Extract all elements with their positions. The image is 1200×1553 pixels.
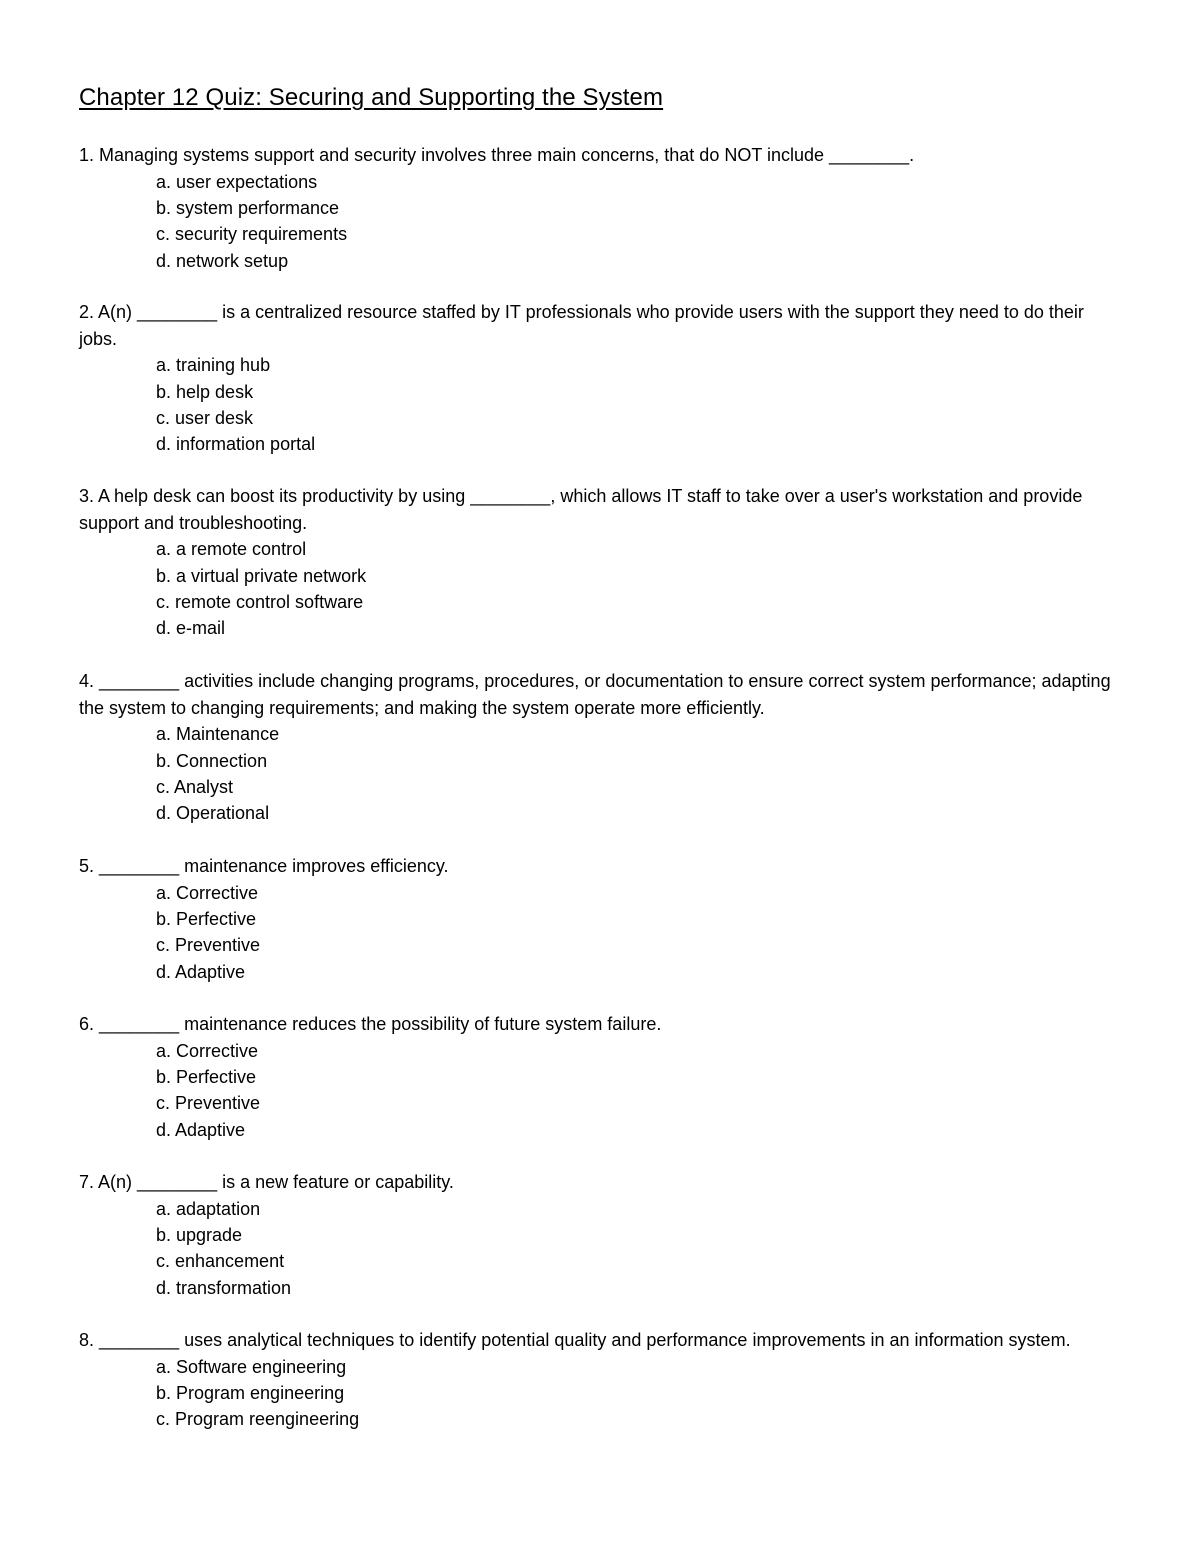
answer-option: b. Perfective — [156, 1067, 257, 1087]
question-7 — [79, 1169, 1119, 1301]
answer-option: d. e-mail — [156, 618, 226, 639]
answer-option: a. training hub — [156, 355, 271, 376]
answer-option: a. Corrective — [156, 1040, 259, 1061]
answer-option: b. upgrade — [156, 1225, 243, 1245]
question-text: 5. ________ maintenance improves efficiency. — [79, 856, 449, 876]
question-1 — [79, 142, 1119, 274]
answer-option: a. Corrective — [156, 882, 259, 903]
answer-options — [79, 169, 1119, 275]
answer-option: c. Analyst — [156, 777, 234, 797]
answer-option: d. transformation — [156, 1277, 292, 1298]
answer-options — [79, 1038, 1119, 1144]
question-text: 7. A(n) ________ is a new feature or capability. — [79, 1172, 454, 1192]
answer-option: d. network setup — [156, 250, 289, 271]
answer-option: c. security requirements — [156, 224, 348, 245]
answer-option: b. Program engineering — [156, 1383, 345, 1403]
question-text: 1. Managing systems support and security involves three main concerns, that do NOT include ________. — [79, 145, 915, 165]
answer-option: d. information portal — [156, 434, 316, 455]
answer-option: b. system performance — [156, 198, 340, 218]
answer-option: a. Software engineering — [156, 1356, 347, 1377]
answer-option: b. Connection — [156, 750, 268, 771]
answer-option: b. help desk — [156, 381, 254, 402]
question-text: 6. ________ maintenance reduces the possibility of future system failure. — [79, 1014, 662, 1034]
answer-option: a. user expectations — [156, 171, 318, 192]
question-2 — [79, 299, 1119, 458]
page-title: Chapter 12 Quiz: Securing and Supporting the System — [79, 84, 664, 111]
answer-options — [79, 1196, 1119, 1302]
question-text: 3. A help desk can boost its productivity by using ________, which allows IT staff to take over a user's workstation and provide support and troubleshooting. — [79, 486, 1083, 533]
answer-option: d. Operational — [156, 803, 270, 824]
answer-option: d. Adaptive — [156, 961, 246, 982]
answer-option: c. enhancement — [156, 1251, 285, 1272]
answer-option: c. Preventive — [156, 935, 261, 956]
answer-option: b. a virtual private network — [156, 565, 367, 586]
answer-options — [79, 880, 1119, 986]
answer-option: d. Adaptive — [156, 1119, 246, 1140]
answer-option: a. a remote control — [156, 539, 307, 560]
question-text: 2. A(n) ________ is a centralized resource staffed by IT professionals who provide users with the support they need to do their jobs. — [79, 302, 1084, 349]
answer-options — [79, 536, 1119, 642]
answer-option: c. remote control software — [156, 592, 364, 612]
question-4 — [79, 668, 1119, 827]
answer-option: a. Maintenance — [156, 724, 280, 745]
question-6 — [79, 1011, 1119, 1143]
answer-option: c. Preventive — [156, 1093, 261, 1114]
answer-options — [79, 1354, 1119, 1433]
answer-option: a. adaptation — [156, 1198, 261, 1219]
question-8 — [79, 1327, 1119, 1433]
question-3 — [79, 483, 1119, 642]
answer-options — [79, 721, 1119, 827]
answer-option: c. Program reengineering — [156, 1409, 360, 1430]
question-5 — [79, 853, 1119, 985]
answer-options — [79, 352, 1119, 458]
question-text: 4. ________ activities include changing programs, procedures, or documentation to ensure correct system performance; adapting the system to changing requirements; and making the system operate more efficiently. — [79, 671, 1111, 718]
answer-option: c. user desk — [156, 408, 254, 428]
question-text: 8. ________ uses analytical techniques to identify potential quality and performance improvements in an information system. — [79, 1330, 1071, 1350]
answer-option: b. Perfective — [156, 909, 257, 929]
